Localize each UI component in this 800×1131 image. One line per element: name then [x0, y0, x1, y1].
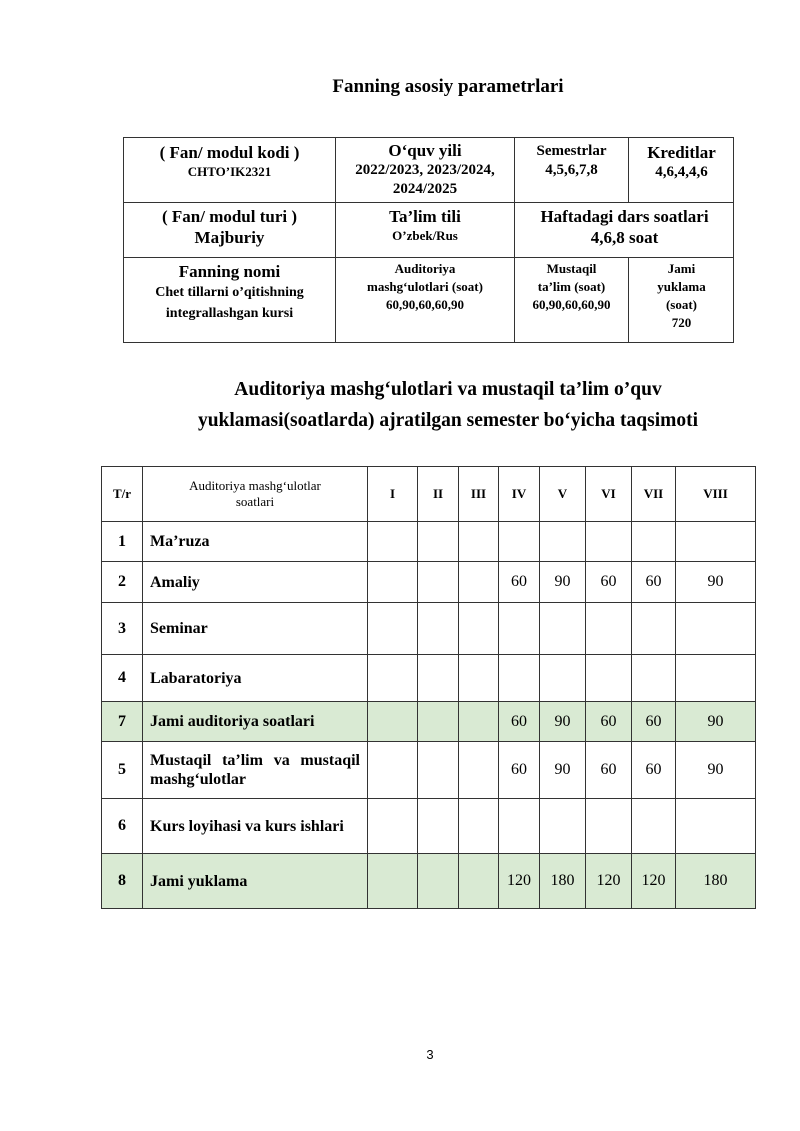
code-label: ( Fan/ modul kodi ) — [159, 143, 300, 162]
self-cell — [514, 257, 628, 343]
row-number: 2 — [102, 562, 143, 603]
table-row — [102, 742, 756, 799]
params-table — [123, 137, 734, 343]
row-value-sem-6 — [586, 522, 632, 562]
row-number: 7 — [102, 702, 143, 742]
year-label: O‘quv yili — [388, 141, 462, 160]
row-value-sem-8 — [676, 655, 756, 702]
lang-label: Ta’lim tili — [389, 207, 461, 226]
header-sem-1: I — [368, 467, 418, 522]
row-value-sem-5 — [540, 655, 586, 702]
row-value-sem-5 — [540, 603, 586, 655]
row-value-sem-5: 90 — [540, 702, 586, 742]
row-value-sem-8: 90 — [676, 742, 756, 799]
header-num: T/r — [102, 467, 143, 522]
row-value-sem-6 — [586, 799, 632, 854]
table-row — [102, 603, 756, 655]
row-name: Amaliy — [143, 562, 368, 603]
lang-value: O’zbek/Rus — [392, 228, 458, 243]
row-name: Ma’ruza — [143, 522, 368, 562]
row-number: 3 — [102, 603, 143, 655]
row-value-sem-6: 60 — [586, 562, 632, 603]
row-value-sem-8 — [676, 799, 756, 854]
table-row — [102, 522, 756, 562]
row-value-sem-5 — [540, 522, 586, 562]
weekly-value: 4,6,8 soat — [590, 228, 659, 247]
row-value-sem-7 — [632, 799, 676, 854]
name-label: Fanning nomi — [178, 262, 281, 281]
row-name: Labaratoriya — [143, 655, 368, 702]
header-sem-8: VIII — [676, 467, 756, 522]
row-value-sem-2 — [418, 799, 459, 854]
row-value-sem-1 — [368, 799, 418, 854]
table-row — [102, 655, 756, 702]
row-name: Mustaqil ta’lim va mustaqil mashg‘ulotlar — [143, 742, 368, 799]
row-value-sem-6: 120 — [586, 854, 632, 909]
credits-cell — [628, 137, 734, 202]
row-value-sem-1 — [368, 603, 418, 655]
header-name — [143, 467, 368, 522]
row-value-sem-7 — [632, 603, 676, 655]
row-value-sem-2 — [418, 562, 459, 603]
header-sem-6: VI — [586, 467, 632, 522]
semesters-value: 4,5,6,7,8 — [545, 162, 598, 178]
weekly-label: Haftadagi dars soatlari — [540, 207, 709, 226]
total-label-line1: Jami — [667, 261, 696, 276]
row-value-sem-8: 180 — [676, 854, 756, 909]
type-cell — [123, 202, 335, 257]
row-value-sem-2 — [418, 522, 459, 562]
row-name: Jami yuklama — [143, 854, 368, 909]
table-header-row — [102, 467, 756, 522]
row-value-sem-6: 60 — [586, 742, 632, 799]
name-value-line2: integrallashgan kursi — [165, 306, 294, 321]
credits-value: 4,6,4,4,6 — [655, 164, 708, 180]
row-value-sem-7 — [632, 522, 676, 562]
header-sem-7: VII — [632, 467, 676, 522]
row-value-sem-2 — [418, 603, 459, 655]
row-value-sem-4 — [499, 522, 540, 562]
table-body — [102, 522, 756, 909]
row-value-sem-2 — [418, 702, 459, 742]
row-name: Seminar — [143, 603, 368, 655]
aud-value: 60,90,60,60,90 — [386, 297, 464, 312]
row-value-sem-3 — [459, 603, 499, 655]
row-value-sem-8: 90 — [676, 562, 756, 603]
total-label-line2: yuklama — [657, 279, 706, 294]
type-label: ( Fan/ modul turi ) — [161, 207, 298, 226]
row-value-sem-8 — [676, 522, 756, 562]
row-number: 8 — [102, 854, 143, 909]
row-value-sem-4: 60 — [499, 742, 540, 799]
row-value-sem-3 — [459, 702, 499, 742]
row-value-sem-1 — [368, 742, 418, 799]
row-name: Kurs loyihasi va kurs ishlari — [143, 799, 368, 854]
total-label-line3: (soat) — [665, 297, 698, 312]
table-row — [102, 702, 756, 742]
row-value-sem-1 — [368, 702, 418, 742]
code-value: CHTO’IK2321 — [187, 164, 272, 179]
self-label-line1: Mustaqil — [546, 261, 597, 276]
row-value-sem-7: 60 — [632, 702, 676, 742]
type-value: Majburiy — [194, 228, 265, 247]
aud-label-line2: mashg‘ulotlari (soat) — [367, 279, 483, 294]
credits-label: Kreditlar — [647, 143, 716, 162]
row-value-sem-7: 60 — [632, 742, 676, 799]
subtitle-line1: Auditoriya mashg‘ulotlari va mustaqil ta’lim o’quv — [234, 379, 662, 400]
header-sem-5: V — [540, 467, 586, 522]
year-cell — [335, 137, 514, 202]
row-name: Jami auditoriya soatlari — [143, 702, 368, 742]
semesters-cell — [514, 137, 628, 202]
row-number: 1 — [102, 522, 143, 562]
lang-cell — [335, 202, 514, 257]
row-value-sem-5: 180 — [540, 854, 586, 909]
name-cell — [123, 257, 335, 343]
row-value-sem-3 — [459, 562, 499, 603]
row-value-sem-8: 90 — [676, 702, 756, 742]
section-subtitle — [0, 374, 800, 436]
row-value-sem-4: 120 — [499, 854, 540, 909]
code-cell — [123, 137, 335, 202]
row-value-sem-3 — [459, 854, 499, 909]
header-sem-4: IV — [499, 467, 540, 522]
year-value-line1: 2022/2023, 2023/2024, — [355, 162, 495, 178]
row-value-sem-2 — [418, 742, 459, 799]
row-value-sem-3 — [459, 655, 499, 702]
row-value-sem-4 — [499, 655, 540, 702]
header-name-line1: Auditoriya mashg‘ulotlar — [189, 478, 321, 493]
row-value-sem-8 — [676, 603, 756, 655]
distribution-table — [101, 466, 756, 909]
row-value-sem-6 — [586, 655, 632, 702]
row-value-sem-5: 90 — [540, 742, 586, 799]
row-value-sem-4 — [499, 603, 540, 655]
table-row — [102, 854, 756, 909]
row-value-sem-4 — [499, 799, 540, 854]
table-row — [102, 562, 756, 603]
self-value: 60,90,60,60,90 — [532, 297, 611, 312]
header-name-line2: soatlari — [235, 494, 275, 509]
self-label-line2: ta’lim (soat) — [537, 279, 606, 294]
row-value-sem-1 — [368, 562, 418, 603]
aud-label-line1: Auditoriya — [394, 261, 456, 276]
page-number: 3 — [426, 1047, 434, 1062]
weekly-cell — [514, 202, 734, 257]
row-value-sem-4: 60 — [499, 562, 540, 603]
row-value-sem-7: 120 — [632, 854, 676, 909]
row-value-sem-1 — [368, 854, 418, 909]
header-sem-3: III — [459, 467, 499, 522]
header-sem-2: II — [418, 467, 459, 522]
subtitle-line2: yuklamasi(soatlarda) ajratilgan semester bo‘yicha taqsimoti — [197, 410, 699, 431]
total-cell — [628, 257, 734, 343]
year-value-line2: 2024/2025 — [392, 181, 458, 197]
row-value-sem-7: 60 — [632, 562, 676, 603]
name-value-line1: Chet tillarni o’qitishning — [155, 285, 304, 300]
row-value-sem-2 — [418, 655, 459, 702]
row-value-sem-6 — [586, 603, 632, 655]
semesters-label: Semestrlar — [536, 143, 607, 159]
row-value-sem-1 — [368, 522, 418, 562]
row-value-sem-3 — [459, 742, 499, 799]
table-row — [102, 799, 756, 854]
aud-cell — [335, 257, 514, 343]
page-title: Fanning asosiy parametrlari — [332, 76, 564, 97]
row-value-sem-3 — [459, 799, 499, 854]
row-value-sem-4: 60 — [499, 702, 540, 742]
row-value-sem-2 — [418, 854, 459, 909]
row-number: 6 — [102, 799, 143, 854]
row-number: 5 — [102, 742, 143, 799]
row-value-sem-3 — [459, 522, 499, 562]
row-value-sem-6: 60 — [586, 702, 632, 742]
row-value-sem-5: 90 — [540, 562, 586, 603]
row-value-sem-7 — [632, 655, 676, 702]
row-number: 4 — [102, 655, 143, 702]
row-value-sem-5 — [540, 799, 586, 854]
total-value: 720 — [671, 315, 692, 330]
row-value-sem-1 — [368, 655, 418, 702]
